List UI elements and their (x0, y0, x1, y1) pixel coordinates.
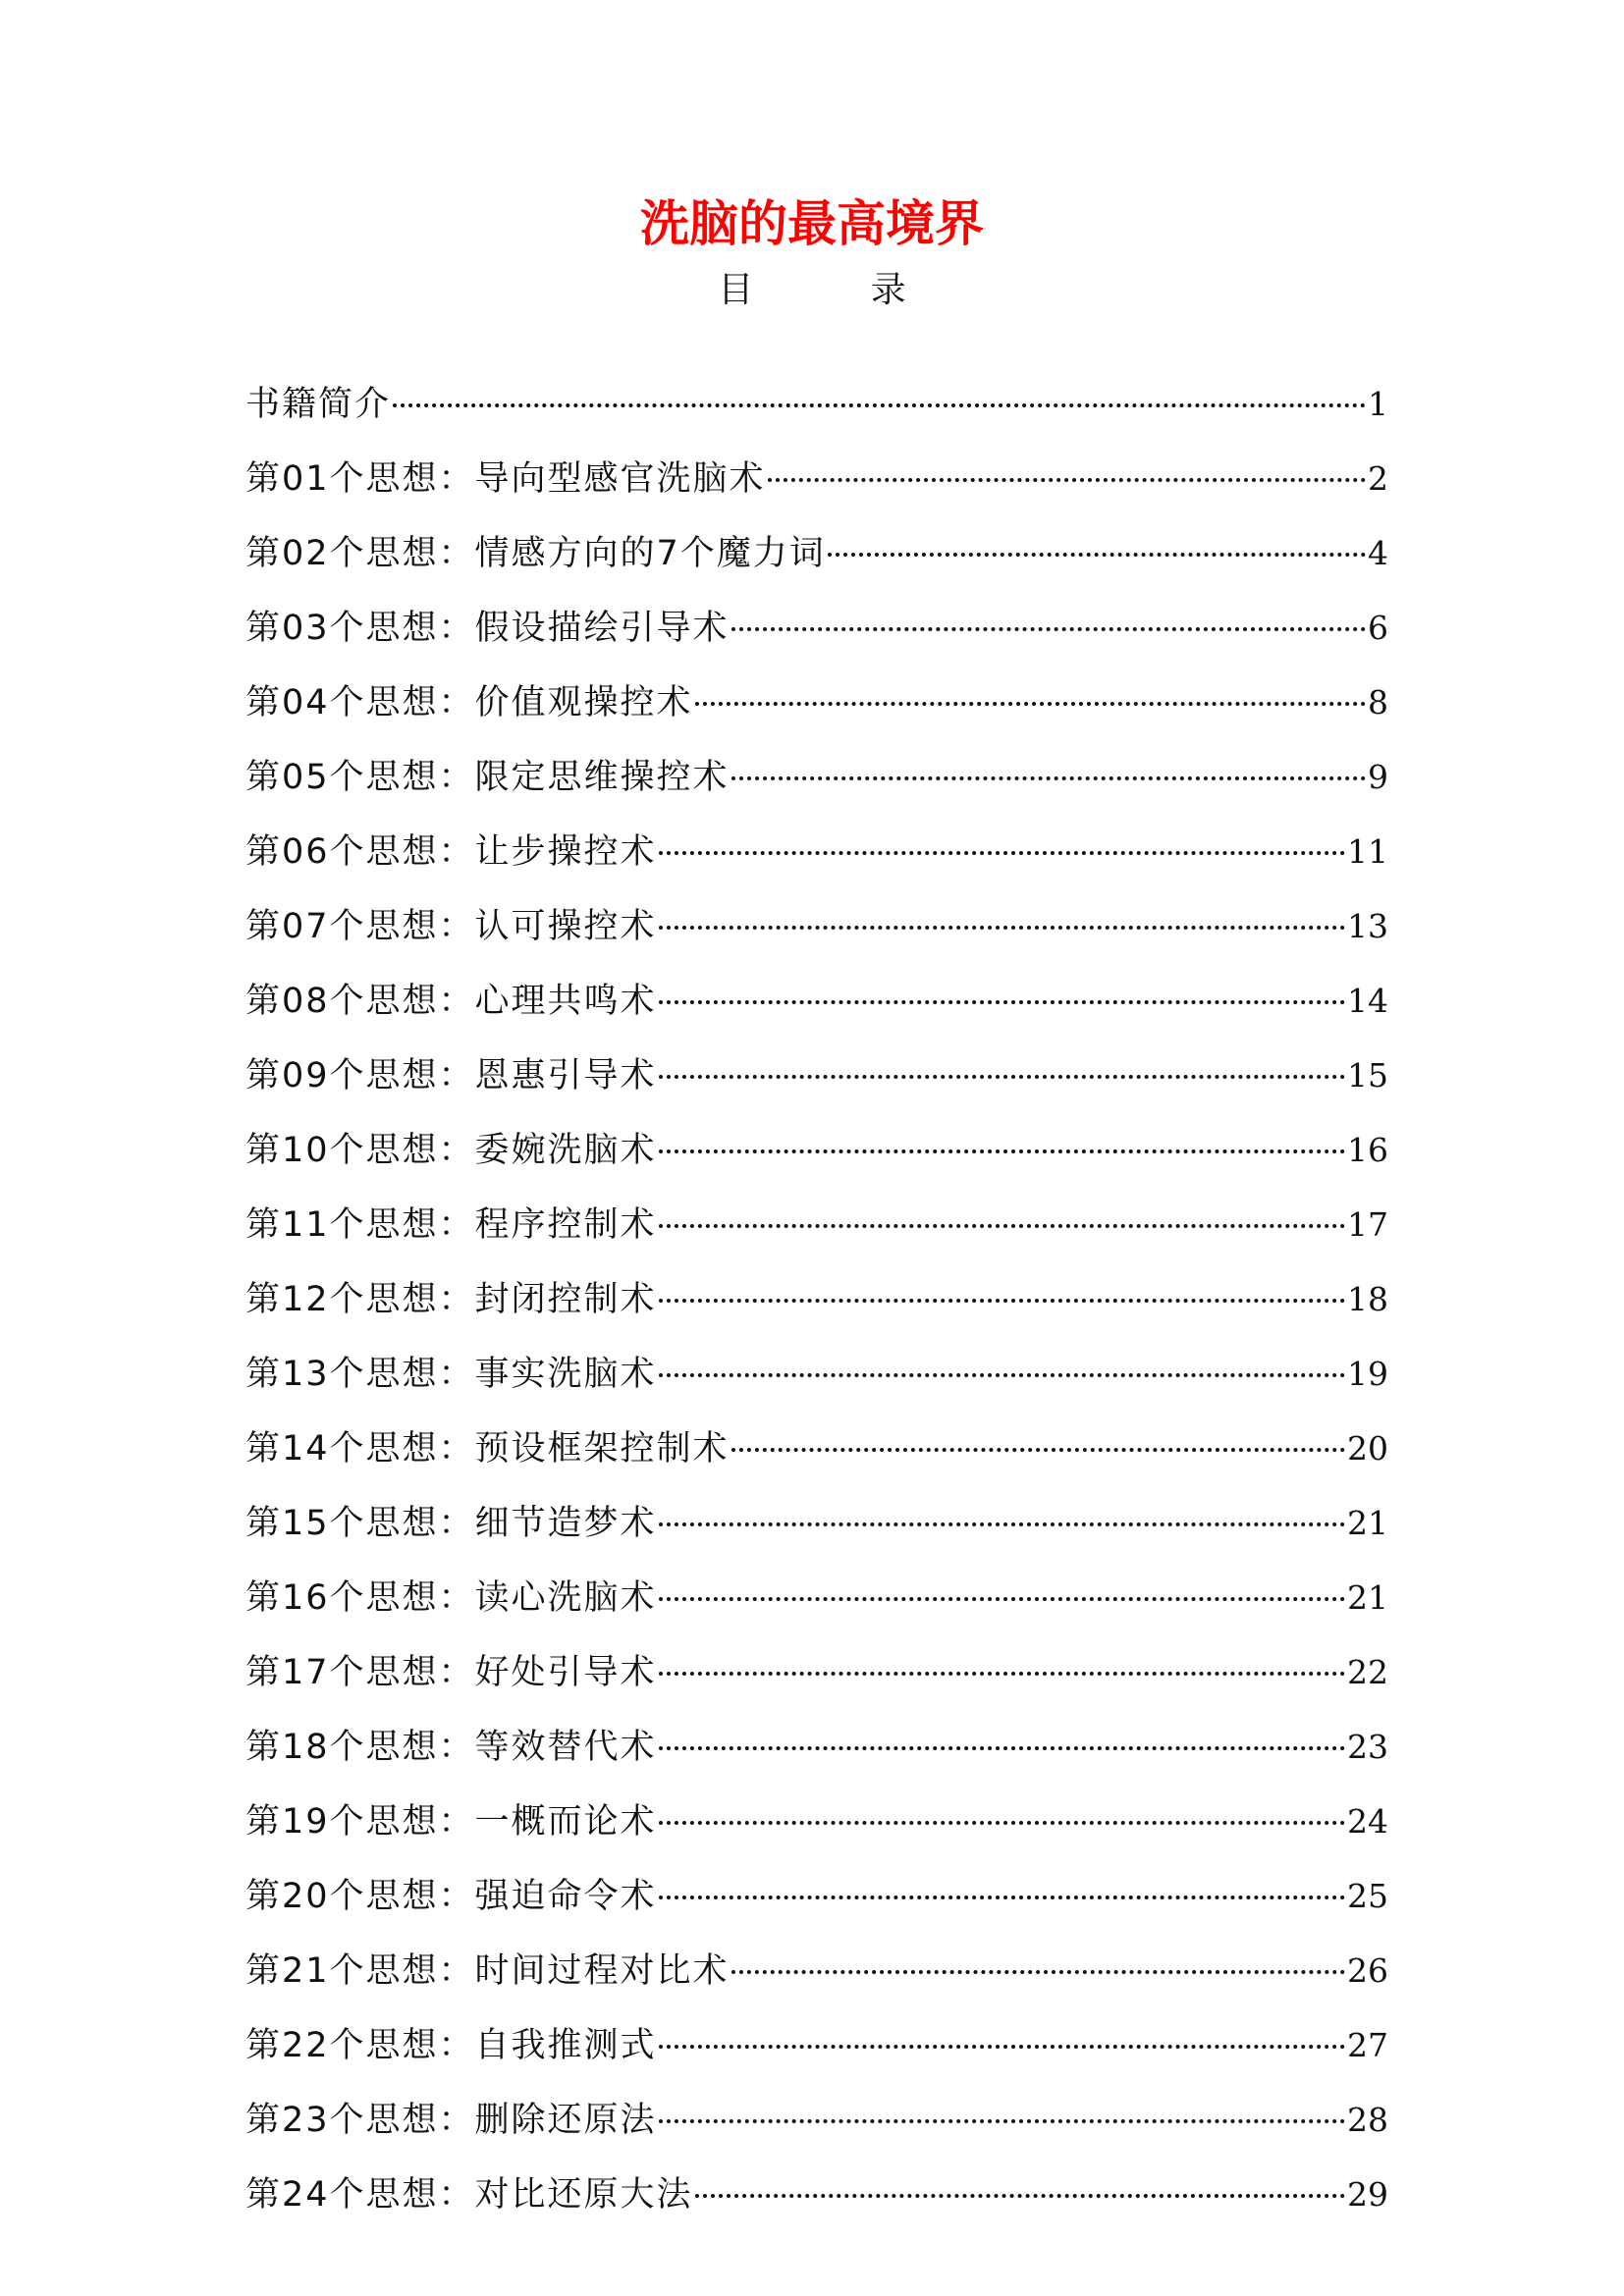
toc-entry-title: 第20个思想：强迫命令术 (245, 1877, 657, 1916)
toc-entry[interactable] (245, 1785, 1388, 1859)
toc-entry[interactable] (245, 1635, 1388, 1710)
toc-entry-title: 第03个思想：假设描绘引导术 (245, 609, 730, 648)
toc-dot-leader (659, 1746, 1345, 1750)
toc-entry[interactable] (245, 1262, 1388, 1337)
toc-entry[interactable] (245, 1561, 1388, 1635)
toc-dot-leader (659, 2045, 1345, 2049)
toc-entry-title: 第11个思想：程序控制术 (245, 1205, 657, 1245)
toc-page-number: 28 (1347, 2101, 1388, 2139)
toc-page-number: 17 (1347, 1205, 1388, 1244)
toc-dot-leader (731, 627, 1366, 631)
toc-entry-title: 第14个思想：预设框架控制术 (245, 1429, 730, 1468)
toc-page-number: 24 (1347, 1802, 1388, 1841)
toc-entry[interactable] (245, 1859, 1388, 1934)
toc-page-number: 21 (1347, 1578, 1388, 1617)
toc-entry-title: 第12个思想：封闭控制术 (245, 1280, 657, 1319)
toc-entry[interactable] (245, 2083, 1388, 2158)
toc-dot-leader (768, 478, 1366, 482)
toc-entry-title: 第19个思想：一概而论术 (245, 1802, 657, 1842)
toc-entry-title: 第17个思想：好处引导术 (245, 1653, 657, 1692)
toc-entry[interactable] (245, 1113, 1388, 1188)
toc-dot-leader (731, 1970, 1345, 1974)
toc-dot-leader (695, 2194, 1345, 2198)
toc-entry[interactable] (245, 442, 1388, 516)
toc-entry[interactable] (245, 964, 1388, 1039)
toc-entry[interactable] (245, 1039, 1388, 1113)
document-title: 洗脑的最高境界 (640, 195, 984, 252)
toc-entry-title: 第21个思想：时间过程对比术 (245, 1951, 730, 1991)
toc-page-number: 25 (1347, 1877, 1388, 1915)
toc-dot-leader (695, 702, 1366, 706)
toc-entry-title: 第10个思想：委婉洗脑术 (245, 1131, 657, 1170)
toc-dot-leader (659, 1000, 1345, 1004)
toc-entry[interactable] (245, 591, 1388, 666)
toc-entry-title: 第06个思想：让步操控术 (245, 832, 657, 872)
toc-page-number: 19 (1347, 1355, 1388, 1393)
toc-entry[interactable] (245, 666, 1388, 740)
toc-entry-title: 第22个思想：自我推测式 (245, 2026, 657, 2065)
toc-page-number: 29 (1347, 2175, 1388, 2214)
toc-dot-leader (659, 1075, 1345, 1079)
toc-entry-title: 第13个思想：事实洗脑术 (245, 1355, 657, 1394)
toc-entry[interactable] (245, 740, 1388, 815)
toc-entry-title: 第24个思想：对比还原大法 (245, 2175, 693, 2215)
toc-page-number: 18 (1347, 1280, 1388, 1318)
toc-entry-title: 第23个思想：删除还原法 (245, 2101, 657, 2140)
toc-entry[interactable] (245, 815, 1388, 889)
toc-entry-title: 第16个思想：读心洗脑术 (245, 1578, 657, 1618)
toc-page-number: 6 (1368, 609, 1388, 647)
toc-entry-title: 第08个思想：心理共鸣术 (245, 982, 657, 1021)
toc-dot-leader (659, 926, 1345, 930)
toc-dot-leader (659, 1522, 1345, 1526)
toc-page-number: 15 (1347, 1056, 1388, 1095)
toc-dot-leader (393, 403, 1366, 407)
toc-entry-title: 第01个思想：导向型感官洗脑术 (245, 459, 766, 499)
toc-entry-title: 第02个思想：情感方向的7个魔力词 (245, 534, 826, 573)
toc-entry[interactable] (245, 1486, 1388, 1561)
toc-page-number: 8 (1368, 683, 1388, 721)
toc-entry[interactable] (245, 2158, 1388, 2232)
toc-entry[interactable] (245, 1934, 1388, 2008)
toc-page-number: 11 (1347, 832, 1388, 871)
toc-dot-leader (731, 776, 1366, 780)
toc-entry[interactable] (245, 889, 1388, 964)
toc-entry[interactable] (245, 367, 1388, 442)
toc-entry-title: 第09个思想：恩惠引导术 (245, 1056, 657, 1095)
toc-entry-title: 第07个思想：认可操控术 (245, 907, 657, 946)
toc-entry[interactable] (245, 516, 1388, 591)
toc-dot-leader (659, 1821, 1345, 1825)
toc-dot-leader (659, 1149, 1345, 1153)
toc-entry[interactable] (245, 1188, 1388, 1262)
toc-dot-leader (659, 1373, 1345, 1377)
toc-entry-title: 第05个思想：限定思维操控术 (245, 758, 730, 797)
toc-entry-title: 第15个思想：细节造梦术 (245, 1504, 657, 1543)
toc-dot-leader (828, 553, 1366, 557)
toc-dot-leader (659, 1299, 1345, 1303)
toc-dot-leader (659, 1224, 1345, 1228)
toc-entry-title: 第04个思想：价值观操控术 (245, 683, 693, 722)
toc-page-number: 26 (1347, 1951, 1388, 1990)
toc-page-number: 23 (1347, 1728, 1388, 1766)
toc-entry[interactable] (245, 2008, 1388, 2083)
toc-entry-title: 第18个思想：等效替代术 (245, 1728, 657, 1767)
toc-dot-leader (659, 851, 1345, 855)
toc-entry[interactable] (245, 1337, 1388, 1412)
toc-dot-leader (659, 2119, 1345, 2123)
table-of-contents (245, 367, 1388, 2232)
toc-page-number: 22 (1347, 1653, 1388, 1691)
toc-dot-leader (659, 1597, 1345, 1601)
toc-entry[interactable] (245, 1710, 1388, 1785)
toc-page-number: 20 (1347, 1429, 1388, 1468)
toc-page-number: 21 (1347, 1504, 1388, 1542)
toc-dot-leader (731, 1448, 1345, 1452)
toc-page-number: 16 (1347, 1131, 1388, 1169)
toc-page-number: 9 (1368, 758, 1388, 796)
toc-page-number: 14 (1347, 982, 1388, 1020)
toc-entry[interactable] (245, 1412, 1388, 1486)
toc-page-number: 1 (1368, 385, 1388, 423)
toc-dot-leader (659, 1896, 1345, 1899)
toc-page-number: 27 (1347, 2026, 1388, 2064)
toc-entry-title: 书籍简介 (245, 385, 392, 424)
toc-heading: 目 录 (718, 270, 959, 310)
toc-dot-leader (659, 1672, 1345, 1676)
toc-page-number: 4 (1368, 534, 1388, 572)
toc-page-number: 13 (1347, 907, 1388, 945)
toc-page-number: 2 (1368, 459, 1388, 498)
